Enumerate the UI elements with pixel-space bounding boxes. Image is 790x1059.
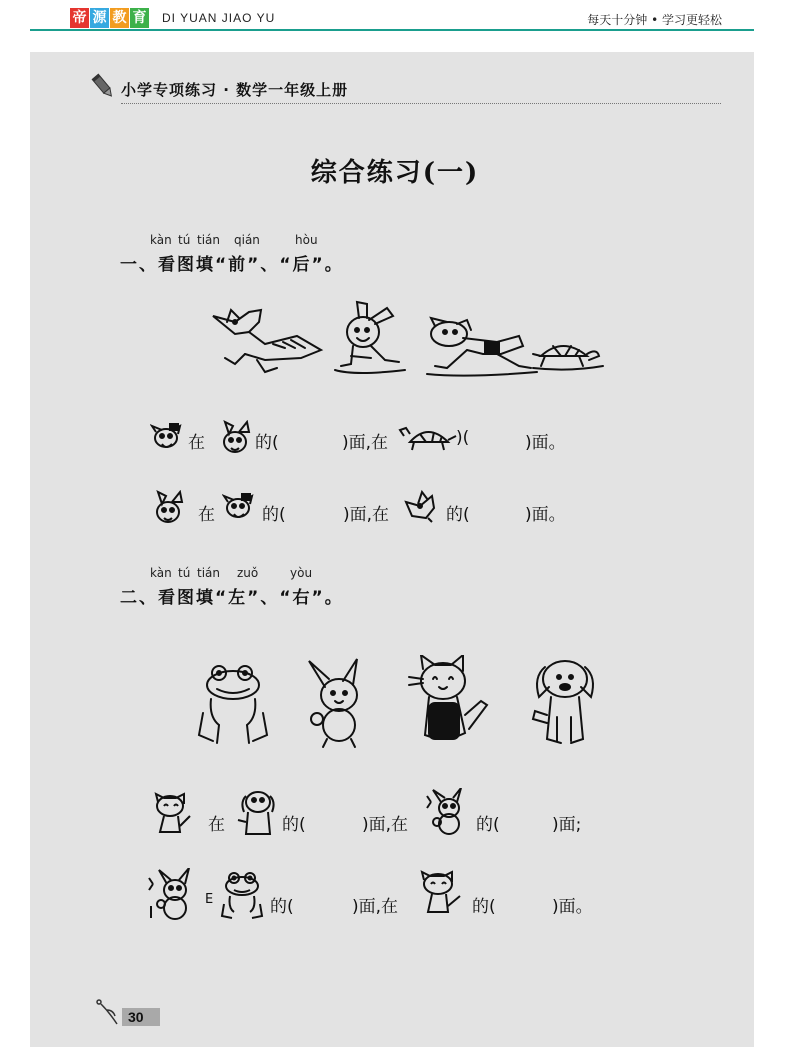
- s1r1-mian-zai: )面,在: [342, 433, 389, 453]
- section2-title: 二、看图填“左”、“右”。: [120, 588, 344, 608]
- page-number: 30: [128, 1009, 144, 1025]
- section1-pinyin-qian: qián: [234, 233, 260, 247]
- section1-pinyin-tian: tián: [197, 233, 220, 247]
- section2-pinyin-zuo: zuǒ: [237, 566, 259, 580]
- rabbit-head-icon: [150, 490, 186, 530]
- turtle-icon: [533, 346, 603, 370]
- dog-icon: [533, 661, 593, 743]
- s2r2-de2: 的(: [472, 897, 496, 917]
- brand-char-2: 源: [90, 8, 109, 28]
- dog-head-icon: [222, 492, 254, 530]
- s1r2-de2: 的(: [446, 505, 470, 525]
- s1r1-mian-end: )面。: [525, 433, 566, 453]
- section2-pinyin-kan: kàn: [150, 566, 172, 580]
- cat-icon: [150, 792, 194, 840]
- s2r2-mian-end: )面。: [552, 897, 593, 917]
- s2r1-de2: 的(: [476, 815, 500, 835]
- frog-icon: [199, 666, 267, 743]
- turtle-icon: [398, 424, 458, 458]
- header-rule: [30, 29, 754, 31]
- section1-pinyin-hou: hòu: [295, 233, 318, 247]
- dog-icon: [427, 318, 537, 376]
- rabbit-icon: [145, 868, 201, 926]
- rabbit-icon: [335, 302, 405, 373]
- s2r2-de: 的(: [270, 897, 294, 917]
- cat-icon: [409, 655, 487, 739]
- animal-race-illustration: [205, 298, 605, 386]
- cat-icon: [416, 870, 464, 922]
- page-corner-swirl-icon: [95, 998, 123, 1030]
- s1r1-de: 的(: [255, 433, 279, 453]
- section1-title: 一、看图填“前”、“后”。: [120, 255, 344, 275]
- title-divider: [121, 103, 721, 104]
- s2r1-mian-end: )面;: [552, 815, 582, 835]
- brand-logo: [70, 8, 150, 28]
- s1r2-mian-zai: )面,在: [343, 505, 390, 525]
- s2r2-e: E: [205, 892, 214, 907]
- section2-pinyin-tian: tián: [197, 566, 220, 580]
- dog-head-icon: [150, 422, 182, 460]
- s1r1-zai: 在: [188, 433, 205, 453]
- section1-pinyin-tu: tú: [178, 233, 191, 247]
- rabbit-icon: [425, 788, 475, 842]
- brand-char-3: 教: [110, 8, 129, 28]
- s2r1-mian-zai: )面,在: [362, 815, 409, 835]
- rabbit-icon: [309, 659, 357, 747]
- section1-pinyin-kan: kàn: [150, 233, 172, 247]
- book-title: 小学专项练习 · 数学一年级上册: [121, 81, 349, 99]
- s2r2-mian-zai: )面,在: [352, 897, 399, 917]
- rabbit-head-icon: [217, 420, 253, 460]
- brand-char-4: 育: [130, 8, 149, 28]
- dog-icon: [236, 790, 276, 842]
- s1r2-zai: 在: [198, 505, 215, 525]
- four-animals-illustration: [195, 655, 615, 754]
- brand-english: DI YUAN JIAO YU: [162, 11, 276, 25]
- section2-pinyin-you: yòu: [290, 566, 313, 580]
- section2-pinyin-tu: tú: [178, 566, 191, 580]
- page-title: 综合练习(一): [310, 158, 480, 188]
- fox-icon: [213, 310, 321, 372]
- s1r2-mian-end: )面。: [525, 505, 566, 525]
- pencil-icon: [90, 72, 116, 104]
- frog-icon: [220, 868, 264, 924]
- s1r1-bracket: )(: [456, 428, 470, 448]
- s2r1-de: 的(: [282, 815, 306, 835]
- brand-char-1: 帝: [70, 8, 89, 28]
- s1r2-de: 的(: [262, 505, 286, 525]
- header-slogan: 每天十分钟 • 学习更轻松: [587, 13, 722, 27]
- s2r1-zai: 在: [208, 815, 225, 835]
- fox-head-icon: [402, 488, 438, 528]
